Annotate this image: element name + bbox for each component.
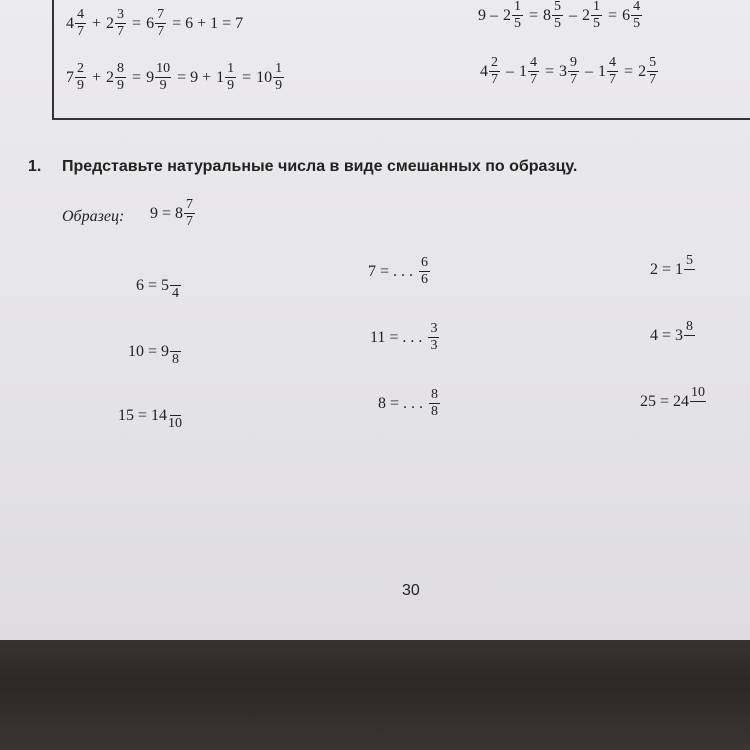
- exercise-item: 7 = . . . $\frac{6}{6}$: [368, 255, 429, 287]
- page-number: 30: [402, 582, 420, 599]
- example-1: 4 $\frac{4}{7}$ + 2 $\frac{3}{7}$ = 6 $\frac{7}{7}$ = 6 + 1 = 7: [66, 7, 244, 39]
- exercise-item: 15 = 14 10: [118, 400, 183, 431]
- exercise-item: 6 = 5 4: [136, 270, 182, 301]
- fraction: $\frac{3}{7}$: [117, 7, 125, 39]
- fraction: $\frac{4}{7}$: [77, 7, 84, 39]
- desk-background: [0, 640, 750, 750]
- exercise-item: 25 = 24 10: [640, 385, 706, 410]
- fraction: $\frac{7}{7}$: [157, 7, 165, 39]
- whole: 4: [66, 14, 74, 32]
- exercise-item: 10 = 9 8: [128, 336, 182, 367]
- sample-expression: 9 = 8 $\frac{7}{7}$: [150, 197, 194, 229]
- example-4: 4 $\frac{2}{7}$ – 1 $\frac{4}{7}$ = 3 $\frac{9}{7}$ – 1 $\frac{4}{7}$ = 2 $\frac{5}{7}$: [480, 55, 657, 87]
- exercise-item: 8 = . . . $\frac{8}{8}$: [378, 387, 439, 419]
- exercise-item: 11 = . . . $\frac{3}{3}$: [370, 321, 438, 353]
- exercise-item: 4 = 3 8: [650, 319, 694, 344]
- task-instruction: Представьте натуральные числа в виде смешанных по образцу.: [62, 158, 578, 175]
- example-3: 9 – 2 $\frac{1}{5}$ = 8 $\frac{5}{5}$ – 2 $\frac{1}{5}$ = 6 $\frac{4}{5}$: [478, 0, 641, 31]
- example-2: 7 $\frac{2}{9}$ + 2 $\frac{8}{9}$ = 9 $\frac{10}{9}$ = 9 + 1 $\frac{1}{9}$ = 10 $\frac{1}{9}$: [66, 61, 283, 93]
- task-number: 1.: [28, 158, 42, 175]
- exercise-item: 2 = 1 5: [650, 253, 694, 278]
- sample-label: Образец:: [62, 208, 125, 225]
